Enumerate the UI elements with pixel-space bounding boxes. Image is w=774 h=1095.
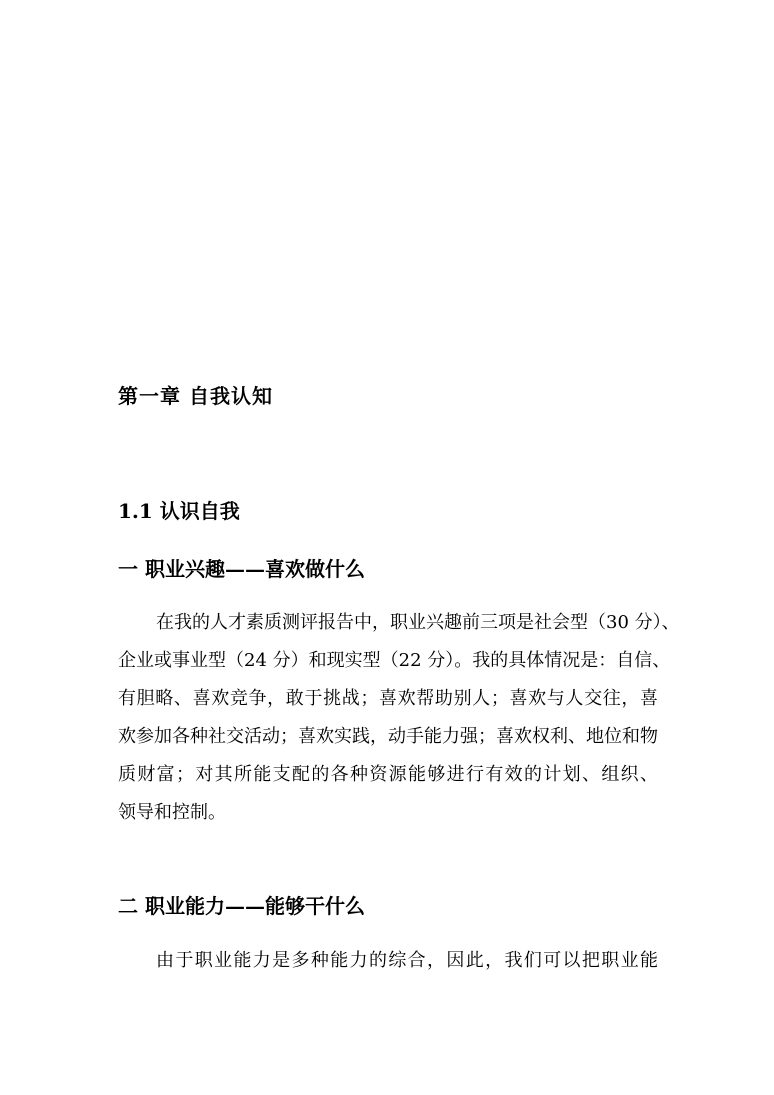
paragraph-interest <box>118 604 680 832</box>
paragraph-line: 有胆略、喜欢竞争，敢于挑战；喜欢帮助别人；喜欢与人交往，喜 <box>118 688 658 709</box>
subsection-title-ability: 二 职业能力——能够干什么 <box>118 894 365 918</box>
paragraph-line: 欢参加各种社交活动；喜欢实践，动手能力强；喜欢权利、地位和物 <box>118 726 658 747</box>
section-title: 1.1 认识自我 <box>118 499 240 523</box>
paragraph-line: 由于职业能力是多种能力的综合，因此，我们可以把职业能 <box>156 950 658 971</box>
paragraph-ability <box>118 942 658 980</box>
paragraph-line: 质财富；对其所能支配的各种资源能够进行有效的计划、组织、 <box>118 764 658 785</box>
paragraph-line: 在我的人才素质测评报告中，职业兴趣前三项是社会型（30 分）、 <box>156 612 680 633</box>
chapter-title: 第一章 自我认知 <box>118 384 273 408</box>
paragraph-line: 领导和控制。 <box>118 802 226 823</box>
subsection-title-interest: 一 职业兴趣——喜欢做什么 <box>118 557 365 581</box>
paragraph-line: 企业或事业型（24 分）和现实型（22 分）。我的具体情况是：自信、 <box>118 650 671 671</box>
